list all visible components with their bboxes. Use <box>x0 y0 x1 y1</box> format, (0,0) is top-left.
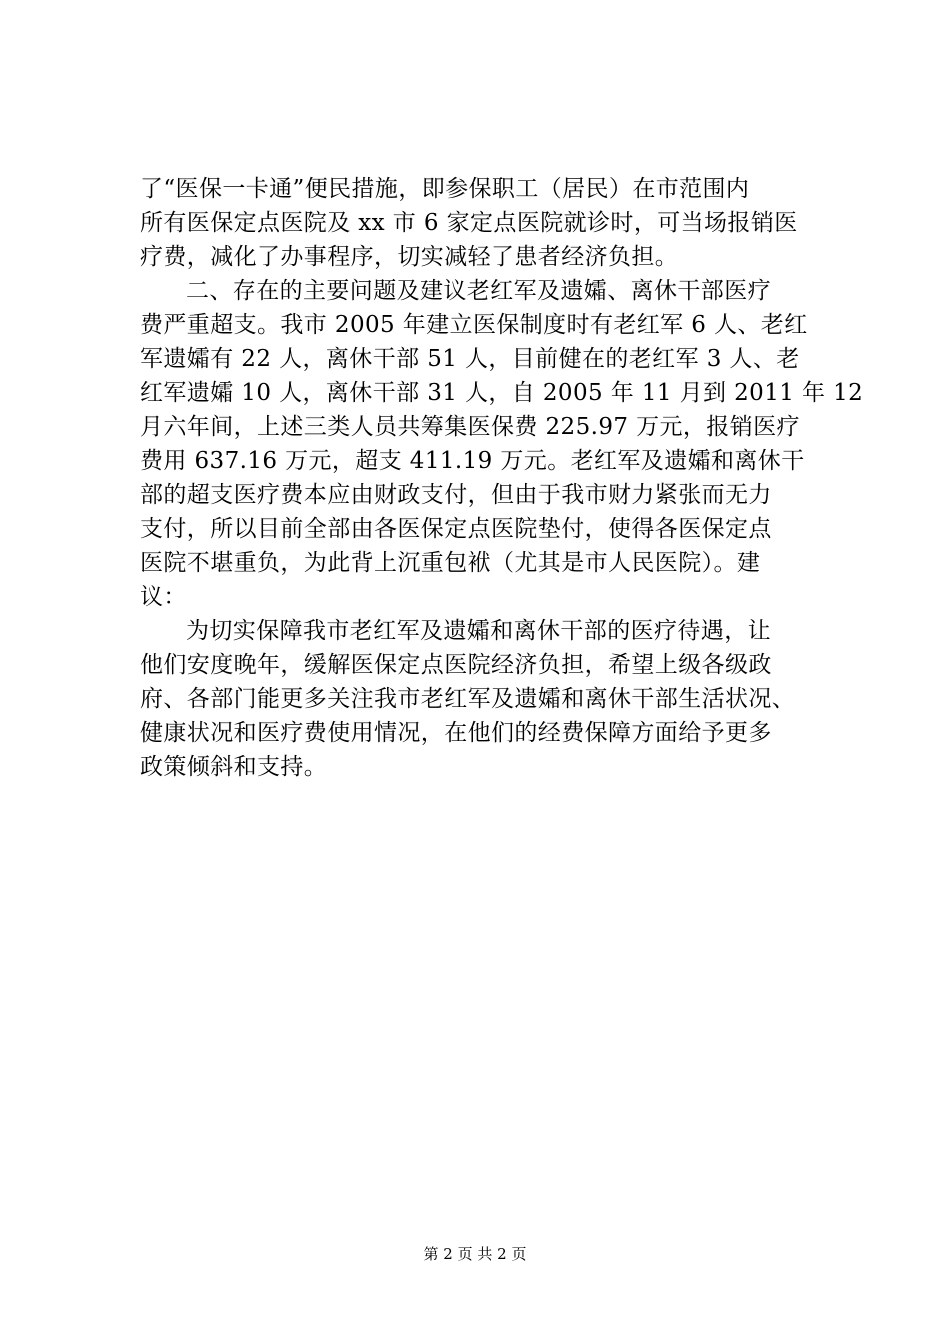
text-line: 健康状况和医疗费使用情况，在他们的经费保障方面给予更多 <box>140 720 772 746</box>
document-body <box>140 172 864 784</box>
text-line: 疗费，减化了办事程序，切实减轻了患者经济负担。 <box>140 244 679 270</box>
text-line: 费用 637.16 万元，超支 411.19 万元。老红军及遗孀和离休干 <box>140 448 805 474</box>
text-line: 月六年间，上述三类人员共筹集医保费 225.97 万元，报销医疗 <box>140 414 800 440</box>
text-line: 府、各部门能更多关注我市老红军及遗孀和离休干部生活状况、 <box>140 686 796 712</box>
text-line: 医院不堪重负，为此背上沉重包袱（尤其是市人民医院）。建 <box>140 550 761 576</box>
text-line: 议： <box>140 584 187 610</box>
text-line: 部的超支医疗费本应由财政支付，但由于我市财力紧张而无力 <box>140 482 772 508</box>
text-line: 支付，所以目前全部由各医保定点医院垫付，使得各医保定点 <box>140 516 772 542</box>
text-line: 红军遗孀 10 人，离休干部 31 人，自 2005 年 11 月到 2011 年 12 <box>140 380 864 406</box>
paragraph-start-line: 二、存在的主要问题及建议老红军及遗孀、离休干部医疗 <box>186 278 771 304</box>
text-line: 所有医保定点医院及 xx 市 6 家定点医院就诊时，可当场报销医 <box>140 210 798 236</box>
text-line: 他们安度晚年，缓解医保定点医院经济负担，希望上级各级政 <box>140 652 772 678</box>
page-number-footer: 第 2 页 共 2 页 <box>423 1245 527 1263</box>
text-line: 费严重超支。我市 2005 年建立医保制度时有老红军 6 人、老红 <box>140 312 808 338</box>
text-line: 军遗孀有 22 人，离休干部 51 人，目前健在的老红军 3 人、老 <box>140 346 800 372</box>
text-line: 政策倾斜和支持。 <box>140 754 328 780</box>
text-line: 了“医保一卡通”便民措施，即参保职工（居民）在市范围内 <box>140 176 750 202</box>
paragraph-start-line: 为切实保障我市老红军及遗孀和离休干部的医疗待遇，让 <box>186 618 771 644</box>
